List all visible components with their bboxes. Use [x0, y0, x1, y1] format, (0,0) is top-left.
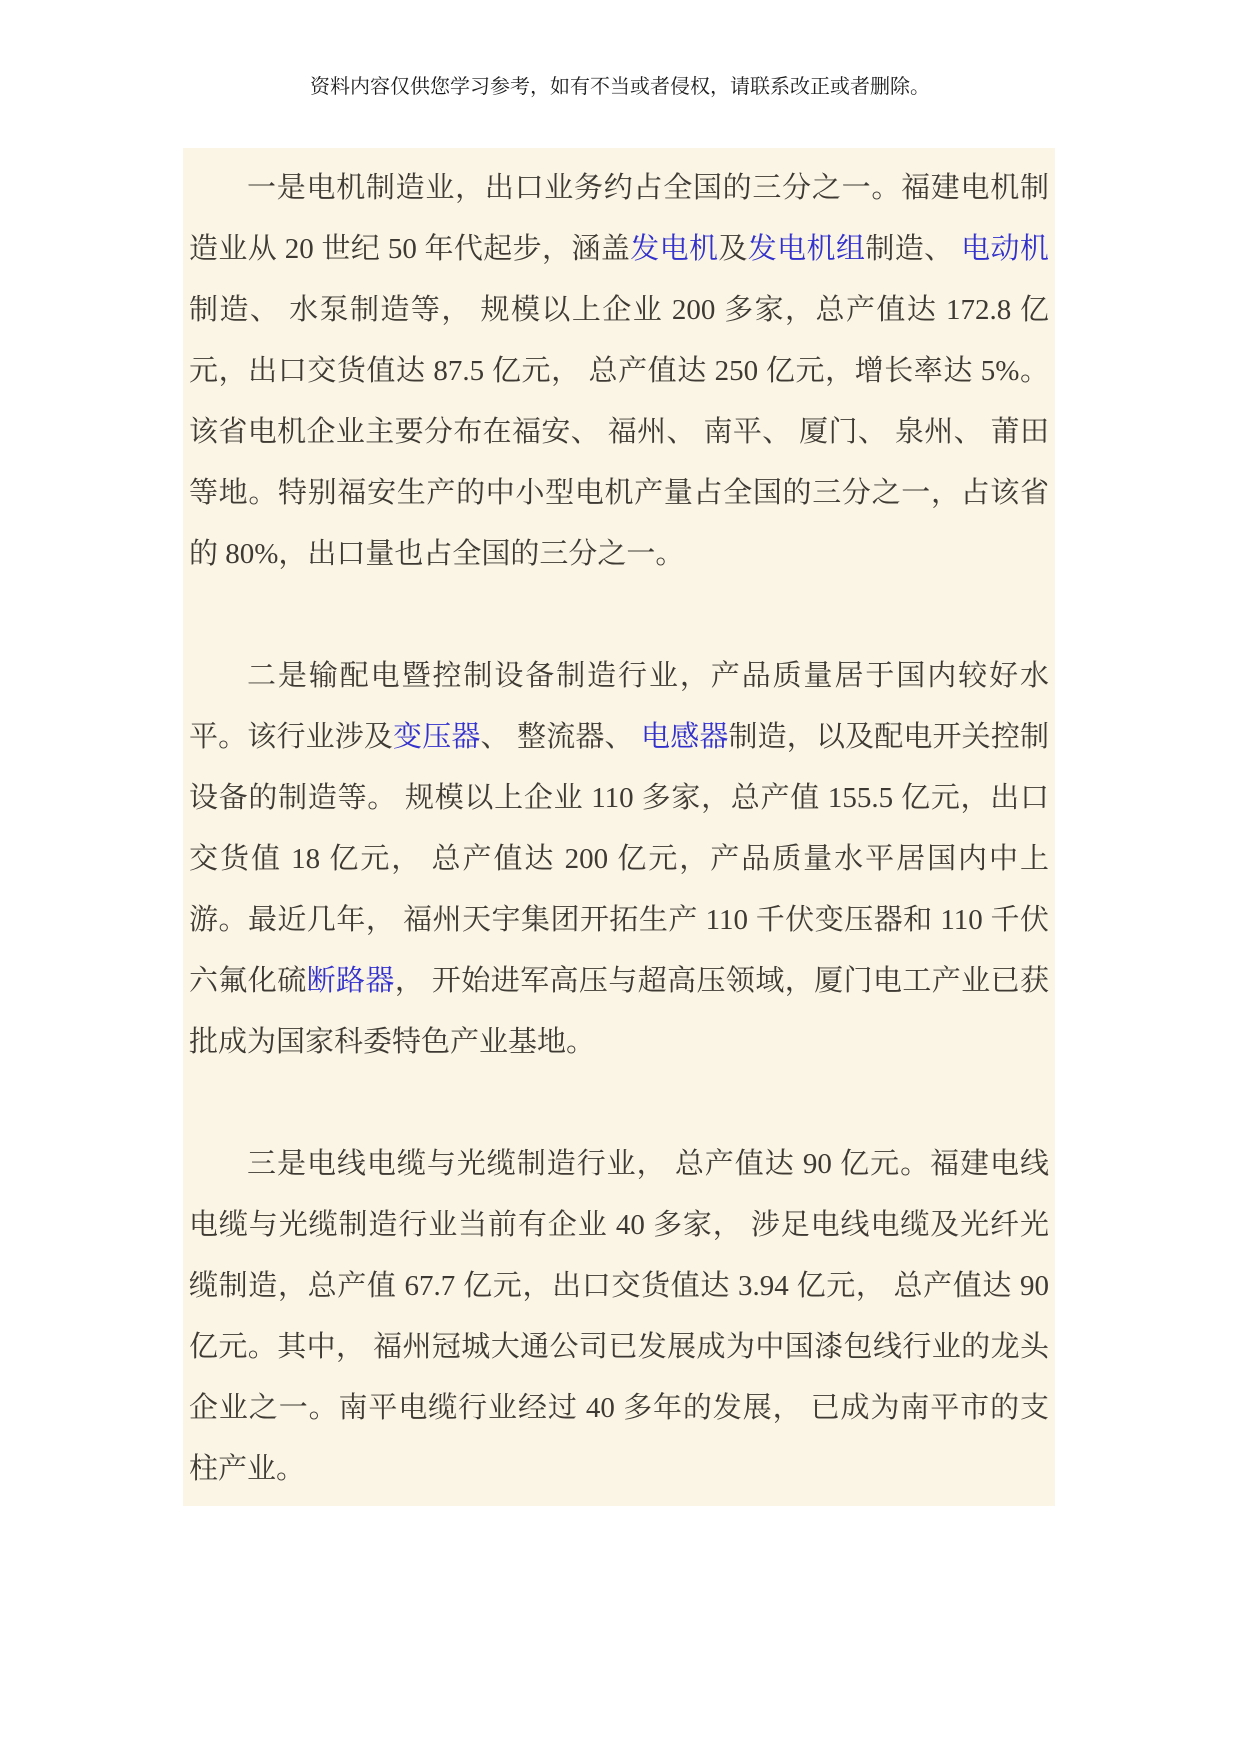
- paragraph-text: 二是输配电暨控制设备制造行业，产品质量居于国内较好水平。该行业涉及: [189, 660, 1049, 753]
- paragraph-3: [189, 1134, 1049, 1500]
- paragraph-1: [189, 158, 1049, 585]
- paragraph-text: 制造、: [865, 233, 962, 265]
- paragraph-text: 三是电线电缆与光缆制造行业， 总产值达 90 亿元。福建电线电缆与光缆制造行业当前有企业 40 多家， 涉足电线电缆及光纤光缆制造，总产值 67.7 亿元，出口交货值达 3.94 亿元， 总产值达 90 亿元。其中， 福州冠城大通公司已发展成为中国漆包线行业的龙头企业之一。南平电缆行业经过 40 多年的发展， 已成为南平市的支柱产业。: [189, 1148, 1049, 1485]
- paragraph-2: [189, 646, 1049, 1073]
- term-link[interactable]: 发电机: [630, 233, 719, 265]
- term-link[interactable]: 电动机: [961, 233, 1049, 265]
- term-link[interactable]: 断路器: [306, 965, 395, 997]
- content-area: [183, 148, 1055, 1506]
- paragraph-text: 制造，以及配电开关控制设备的制造等。 规模以上企业 110 多家，总产值 155.5 亿元，出口交货值 18 亿元， 总产值达 200 亿元，产品质量水平居国内中上游。最近几年， 福州天宇集团开拓生产 110 千伏变压器和 110 千伏六氟化硫: [189, 721, 1049, 997]
- paragraph-text: ， 开始进军高压与超高压领域，厦门电工产业已获批成为国家科委特色产业基地。: [189, 965, 1049, 1058]
- paragraph-text: 制造、 水泵制造等， 规模以上企业 200 多家，总产值达 172.8 亿元，出口交货值达 87.5 亿元， 总产值达 250 亿元，增长率达 5%。该省电机企业主要分布在福安、 福州、 南平、 厦门、 泉州、 莆田等地。特别福安生产的中小型电机产量占全国的三分之一，占该省的 80%，出口量也占全国的三分之一。: [189, 294, 1049, 570]
- term-link[interactable]: 发电机组: [747, 233, 866, 265]
- term-link[interactable]: 变压器: [393, 721, 481, 753]
- paragraph-text: 一是电机制造业，出口业务约占全国的三分之一。福建电机制造业从 20 世纪 50 年代起步，涵盖: [189, 172, 1049, 265]
- disclaimer-header: 资料内容仅供您学习参考，如有不当或者侵权，请联系改正或者删除。: [310, 76, 930, 98]
- paragraph-text: 及: [718, 233, 748, 265]
- paragraph-text: 、 整流器、: [480, 721, 642, 753]
- term-link[interactable]: 电感器: [641, 721, 729, 753]
